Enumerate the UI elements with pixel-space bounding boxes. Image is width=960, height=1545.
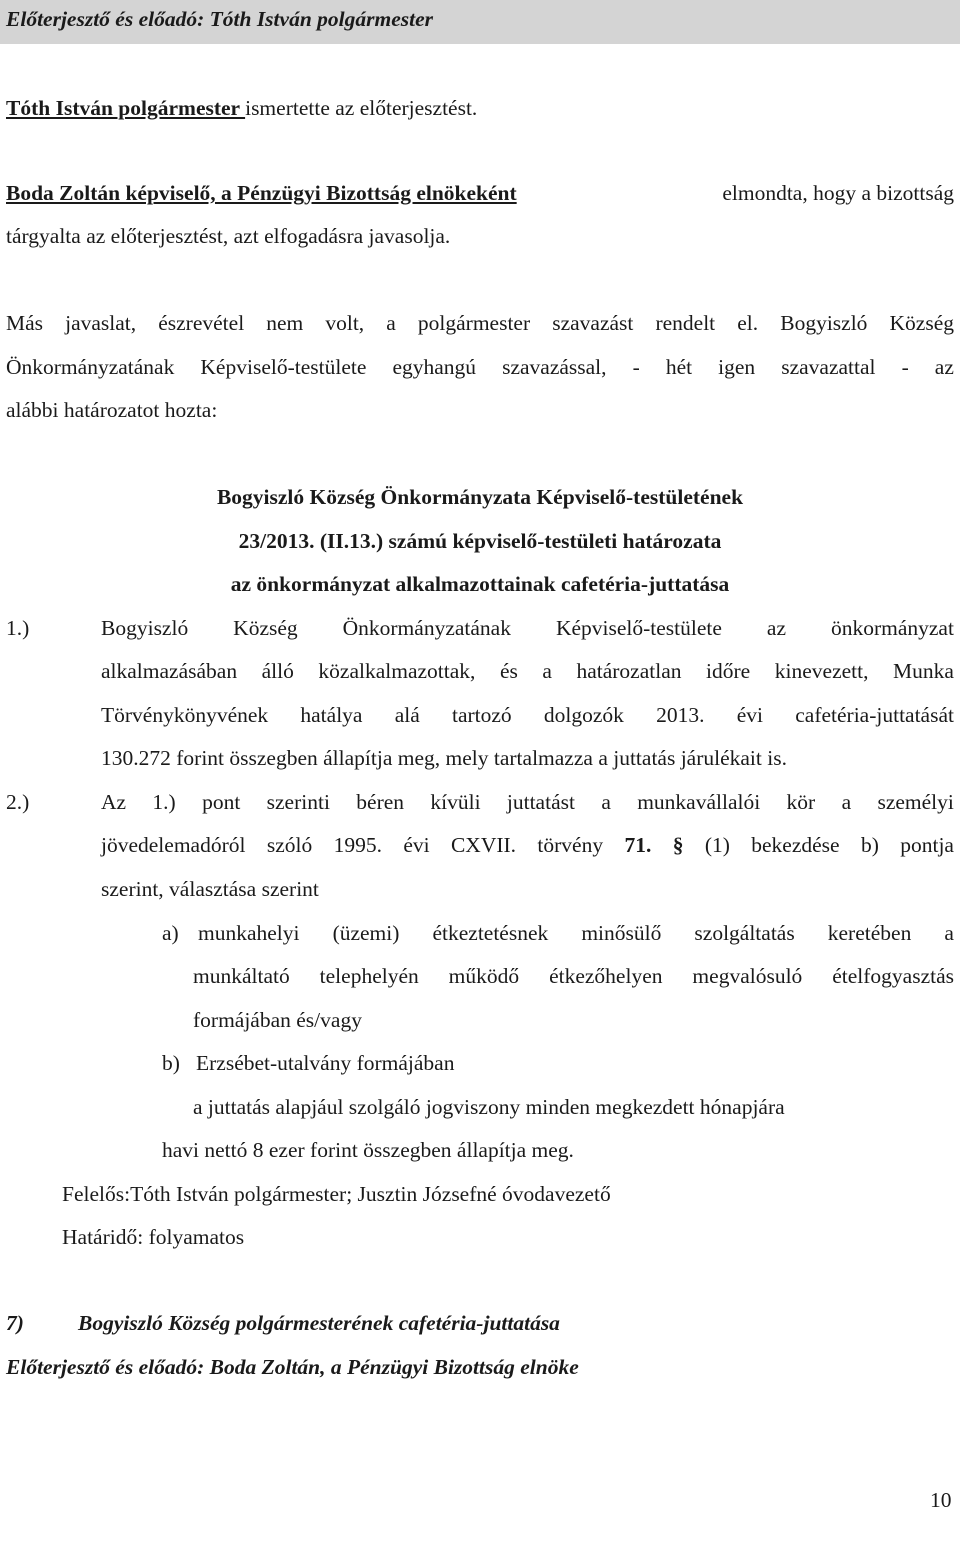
word: keretében — [827, 921, 912, 945]
word: álló — [261, 659, 294, 683]
word: b) — [860, 833, 879, 857]
word: munkahelyi — [198, 921, 300, 945]
word: pontja — [900, 833, 954, 857]
word: évi — [403, 833, 430, 857]
word: szavazattal — [781, 355, 876, 379]
paragraph-committee-line1 — [6, 181, 954, 206]
word: polgármester — [417, 311, 531, 335]
section-sign: § — [672, 833, 684, 857]
word: Község — [233, 616, 298, 640]
word: hét — [665, 355, 693, 379]
responsible-line: Felelős:Tóth István polgármester; Jusztin Józsefné óvodavezető — [62, 1182, 611, 1206]
word: Bogyiszló — [101, 616, 189, 640]
word: a — [601, 790, 611, 814]
word: CXVII. — [450, 833, 517, 857]
word: - — [632, 355, 640, 379]
word: kívüli — [430, 790, 481, 814]
word: 71. — [624, 833, 652, 857]
resolution-number: 23/2013. (II.13.) számú képviselő-testületi határozata — [238, 529, 722, 553]
word: (üzemi) — [332, 921, 400, 945]
word: a — [542, 659, 552, 683]
word: észrevétel — [158, 311, 245, 335]
word: évi — [736, 703, 764, 727]
word: Törvénykönyvének — [101, 703, 269, 727]
word: törvény — [537, 833, 604, 857]
word: Képviselő-testülete — [200, 355, 367, 379]
word: bekezdése — [751, 833, 840, 857]
word: az — [934, 355, 954, 379]
word: alkalmazásában — [101, 659, 238, 683]
word: jövedelemadóról — [101, 833, 246, 857]
word: határozatlan — [576, 659, 682, 683]
word: munkáltató — [193, 964, 290, 988]
word: - — [901, 355, 909, 379]
item2-line2 — [101, 833, 954, 858]
word: dolgozók — [543, 703, 624, 727]
word: alá — [394, 703, 420, 727]
word: Képviselő-testülete — [555, 616, 722, 640]
word: munkavállalói — [637, 790, 761, 814]
word: tartozó — [451, 703, 512, 727]
item1-line1 — [101, 616, 954, 641]
word: a — [386, 311, 396, 335]
word: javaslat, — [65, 311, 137, 335]
deadline-line: Határidő: folyamatos — [62, 1225, 245, 1249]
item1-line4: 130.272 forint összegben állapítja meg, mely tartalmazza a juttatás járulékait is. — [101, 746, 787, 770]
paragraph-text: elmondta, hogy a bizottság — [722, 181, 954, 205]
option-a-line2 — [193, 964, 954, 989]
word: önkormányzat — [830, 616, 954, 640]
speaker-name: Boda Zoltán képviselő, a Pénzügyi Bizottság elnökeként — [6, 181, 517, 205]
item2-line3: szerint, választása szerint — [101, 877, 319, 901]
paragraph-vote-line2 — [6, 355, 954, 380]
paragraph-vote-line1 — [6, 311, 954, 336]
word: egyhangú — [392, 355, 477, 379]
resolution-heading-line1: Bogyiszló Község Önkormányzata Képviselő-testületének — [216, 485, 744, 509]
word: 1.) — [152, 790, 176, 814]
section-header-title: Előterjesztő és előadó: Tóth István polgármester — [6, 7, 434, 31]
word: el. — [737, 311, 759, 335]
word: béren — [356, 790, 405, 814]
word: juttatást — [506, 790, 575, 814]
word: volt, — [325, 311, 365, 335]
option-label: a) — [162, 921, 179, 945]
word: kör — [786, 790, 816, 814]
paragraph-text: ismertette az előterjesztést. — [245, 96, 478, 120]
section-title: Bogyiszló Község polgármesterének cafetéria-juttatása — [78, 1311, 560, 1335]
word: igen — [718, 355, 756, 379]
word: cafetéria-juttatását — [795, 703, 954, 727]
item-number: 2.) — [6, 790, 30, 814]
item1-line3 — [101, 703, 954, 728]
word: személyi — [877, 790, 954, 814]
word: Munka — [893, 659, 954, 683]
option-label: b) — [162, 1051, 180, 1075]
closing-line1: a juttatás alapjául szolgáló jogviszony minden megkezdett hónapjára — [193, 1095, 785, 1119]
word: Az — [101, 790, 127, 814]
word: szolgáltatás — [694, 921, 795, 945]
word: és — [499, 659, 518, 683]
option-a-line3: formájában és/vagy — [193, 1008, 362, 1032]
paragraph-vote-line3: alábbi határozatot hozta: — [6, 398, 218, 422]
paragraph-committee-line2: tárgyalta az előterjesztést, azt elfogadásra javasolja. — [6, 224, 451, 248]
item-number: 1.) — [6, 616, 30, 640]
word: kinevezett, — [774, 659, 869, 683]
word: időre — [706, 659, 751, 683]
word: minősülő — [581, 921, 662, 945]
item1-line2 — [101, 659, 954, 684]
word: telephelyén — [319, 964, 419, 988]
word: szerinti — [266, 790, 330, 814]
option-b-text: Erzsébet-utalvány formájában — [196, 1051, 455, 1075]
resolution-title: az önkormányzat alkalmazottainak cafetéria-juttatása — [230, 572, 730, 596]
word: hatálya — [300, 703, 363, 727]
section-presenter: Előterjesztő és előadó: Boda Zoltán, a Pénzügyi Bizottság elnöke — [6, 1355, 579, 1379]
word: pont — [202, 790, 241, 814]
word: nem — [266, 311, 304, 335]
word: Község — [889, 311, 954, 335]
word: étkeztetésnek — [432, 921, 549, 945]
word: Önkormányzatának — [6, 355, 175, 379]
word: rendelt — [655, 311, 716, 335]
closing-line2: havi nettó 8 ezer forint összegben állapítja meg. — [162, 1138, 574, 1162]
word: működő — [448, 964, 520, 988]
page-number: 10 — [930, 1488, 952, 1512]
word: szavazással, — [502, 355, 607, 379]
word: (1) — [704, 833, 730, 857]
word: 2013. — [656, 703, 705, 727]
section-header — [0, 0, 960, 44]
section-number: 7) — [6, 1311, 24, 1335]
word: étkezőhelyen — [549, 964, 663, 988]
item2-line1 — [101, 790, 954, 815]
word: szavazást — [552, 311, 634, 335]
option-a-line1 — [198, 921, 954, 946]
word: Önkormányzatának — [342, 616, 511, 640]
word: ételfogyasztás — [832, 964, 954, 988]
paragraph-mayor-presented — [6, 96, 477, 121]
word: közalkalmazottak, — [318, 659, 476, 683]
speaker-name: Tóth István polgármester — [6, 96, 246, 120]
word: szóló — [266, 833, 313, 857]
word: Más — [6, 311, 44, 335]
word: a — [841, 790, 852, 814]
word: 1995. — [333, 833, 382, 857]
word: Bogyiszló — [780, 311, 868, 335]
word: megvalósuló — [692, 964, 803, 988]
word: az — [766, 616, 786, 640]
word: a — [944, 921, 954, 945]
